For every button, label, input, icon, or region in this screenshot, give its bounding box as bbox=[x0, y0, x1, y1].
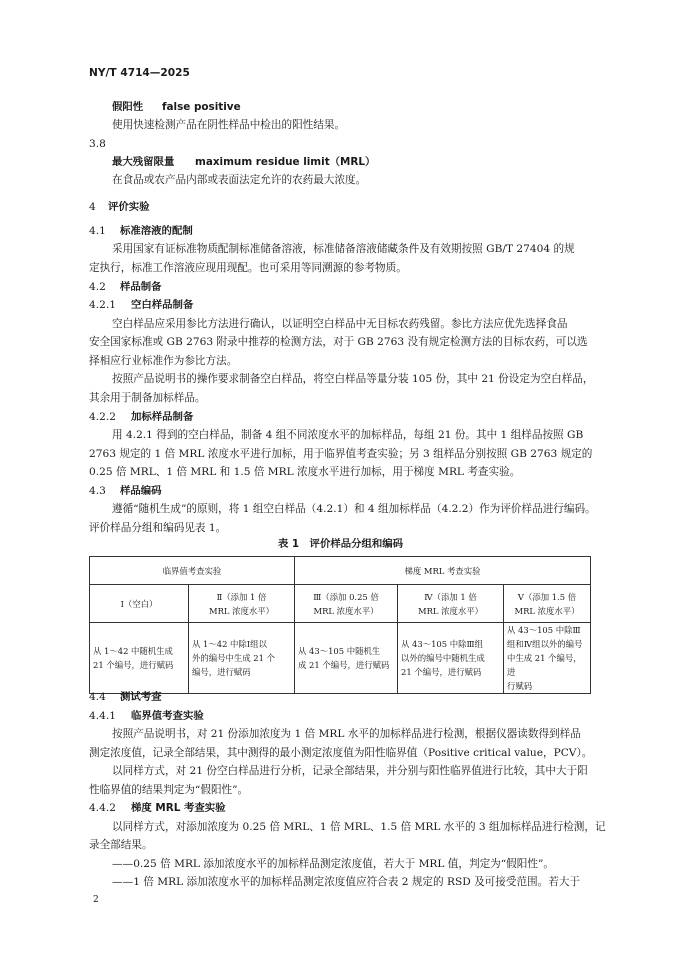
paragraph-line: 性临界值的结果判定为“假阳性”。 bbox=[89, 784, 249, 796]
definition: 使用快速检测产品在阴性样品中检出的阳性结果。 bbox=[112, 119, 346, 131]
section-title: 标准溶液的配制 bbox=[120, 225, 193, 237]
paragraph-line: 以同样方式，对 21 份空白样品进行分析，记录全部结果，并分别与阳性临界值进行比较，其中大于阳 bbox=[112, 765, 588, 777]
section-number: 4.4.2 bbox=[89, 802, 116, 814]
paragraph-line: 评价样品分组和编码见表 1。 bbox=[89, 522, 227, 534]
column-header: Ⅲ（添加 0.25 倍 MRL 浓度水平） bbox=[295, 585, 398, 623]
table-row bbox=[90, 585, 591, 623]
paragraph-line: 其余用于制备加标样品。 bbox=[89, 392, 206, 404]
section-title: 梯度 MRL 考查实验 bbox=[131, 802, 226, 814]
paragraph-line: 安全国家标准或 GB 2763 附录中推荐的检测方法，对于 GB 2763 没有规定检测方法的目标农药，可以选 bbox=[89, 336, 588, 348]
column-header: Ⅱ（添加 1 倍 MRL 浓度水平） bbox=[189, 585, 295, 623]
term-cn: 假阳性 bbox=[112, 101, 144, 113]
sample-coding-table bbox=[89, 556, 591, 694]
section-number: 4.2.2 bbox=[89, 411, 116, 423]
paragraph-line: 按照产品说明书的操作要求制备空白样品，将空白样品等量分装 105 份，其中 21 份设定为空白样品， bbox=[112, 373, 594, 385]
section-title: 评价实验 bbox=[108, 201, 150, 213]
table-cell: 从 43～105 中除Ⅲ组 以外的编号中随机生成 21 个编号，进行赋码 bbox=[398, 623, 504, 694]
paragraph-line: 测定浓度值，记录全部结果，其中测得的最小测定浓度值为阳性临界值（Positive critical value，PCV）。 bbox=[89, 747, 593, 759]
section-number: 4.3 bbox=[89, 485, 106, 497]
table-cell: 从 1～42 中除Ⅰ组以 外的编号中生成 21 个 编号，进行赋码 bbox=[189, 623, 295, 694]
paragraph-line: 遵循“随机生成”的原则，将 1 组空白样品（4.2.1）和 4 组加标样品（4.2.2）作为评价样品进行编码。 bbox=[112, 503, 596, 515]
group-header-gradient: 梯度 MRL 考查实验 bbox=[295, 557, 591, 585]
definition: 在食品或农产品内部或表面法定允许的农药最大浓度。 bbox=[112, 174, 367, 186]
table-caption: 表 1 评价样品分组和编码 bbox=[277, 538, 404, 550]
column-header: Ⅴ（添加 1.5 倍 MRL 浓度水平） bbox=[504, 585, 591, 623]
section-title: 测试考查 bbox=[120, 691, 162, 703]
term-cn: 最大残留限量 bbox=[112, 156, 175, 168]
standard-code: NY/T 4714—2025 bbox=[89, 67, 190, 79]
section-title: 临界值考查实验 bbox=[131, 710, 204, 722]
column-header: Ⅰ（空白） bbox=[90, 585, 189, 623]
table-cell: 从 43～105 中随机生 成 21 个编号，进行赋码 bbox=[295, 623, 398, 694]
list-item: ——0.25 倍 MRL 添加浓度水平的加标样品测定浓度值，若大于 MRL 值，判定为“假阳性”。 bbox=[112, 858, 554, 870]
page-number: 2 bbox=[93, 895, 99, 905]
column-header: Ⅳ（添加 1 倍 MRL 浓度水平） bbox=[398, 585, 504, 623]
paragraph-line: 按照产品说明书，对 21 份添加浓度为 1 倍 MRL 水平的加标样品进行检测，根据仪器读数得到样品 bbox=[112, 728, 581, 740]
paragraph-line: 以同样方式，对添加浓度为 0.25 倍 MRL、1 倍 MRL、1.5 倍 MRL 水平的 3 组加标样品进行检测，记 bbox=[112, 821, 606, 833]
paragraph-line: 择相应行业标准作为参比方法。 bbox=[89, 355, 238, 367]
paragraph-line: 用 4.2.1 得到的空白样品，制备 4 组不同浓度水平的加标样品，每组 21 份。其中 1 组样品按照 GB bbox=[112, 429, 584, 441]
paragraph-line: 定执行，标准工作溶液应现用现配。也可采用等同溯源的参考物质。 bbox=[89, 262, 407, 274]
section-number: 4 bbox=[89, 201, 96, 213]
paragraph-line: 2763 规定的 1 倍 MRL 浓度水平进行加标，用于临界值考查实验；另 3 组样品分别按照 GB 2763 规定的 bbox=[89, 448, 593, 460]
group-header-critical: 临界值考查实验 bbox=[90, 557, 295, 585]
section-title: 加标样品制备 bbox=[131, 411, 194, 423]
section-title: 空白样品制备 bbox=[131, 299, 194, 311]
paragraph-line: 空白样品应采用参比方法进行确认，以证明空白样品中无目标农药残留。参比方法应优先选择食品 bbox=[112, 318, 568, 330]
paragraph-line: 采用国家有证标准物质配制标准储备溶液，标准储备溶液储藏条件及有效期按照 GB/T 27404 的规 bbox=[112, 243, 575, 255]
list-item: ——1 倍 MRL 添加浓度水平的加标样品测定浓度值应符合表 2 规定的 RSD 及可接受范围。若大于 bbox=[112, 876, 581, 888]
term-en: false positive bbox=[162, 101, 241, 113]
section-title: 样品制备 bbox=[120, 281, 162, 293]
section-number: 4.2.1 bbox=[89, 299, 116, 311]
paragraph-line: 录全部结果。 bbox=[89, 839, 153, 851]
section-number: 4.1 bbox=[89, 225, 106, 237]
clause-number: 3.8 bbox=[89, 138, 106, 150]
section-number: 4.4.1 bbox=[89, 710, 116, 722]
table-cell: 从 43～105 中除Ⅲ 组和Ⅳ组以外的编号 中生成 21 个编号，进 行赋码 bbox=[504, 623, 591, 694]
table-row bbox=[90, 623, 591, 694]
paragraph-line: 0.25 倍 MRL、1 倍 MRL 和 1.5 倍 MRL 浓度水平进行加标，用于梯度 MRL 考查实验。 bbox=[89, 466, 521, 478]
term-en: maximum residue limit（MRL） bbox=[195, 156, 376, 168]
section-number: 4.2 bbox=[89, 281, 106, 293]
section-title: 样品编码 bbox=[120, 485, 162, 497]
section-number: 4.4 bbox=[89, 691, 106, 703]
table-cell: 从 1～42 中随机生成 21 个编号，进行赋码 bbox=[90, 623, 189, 694]
